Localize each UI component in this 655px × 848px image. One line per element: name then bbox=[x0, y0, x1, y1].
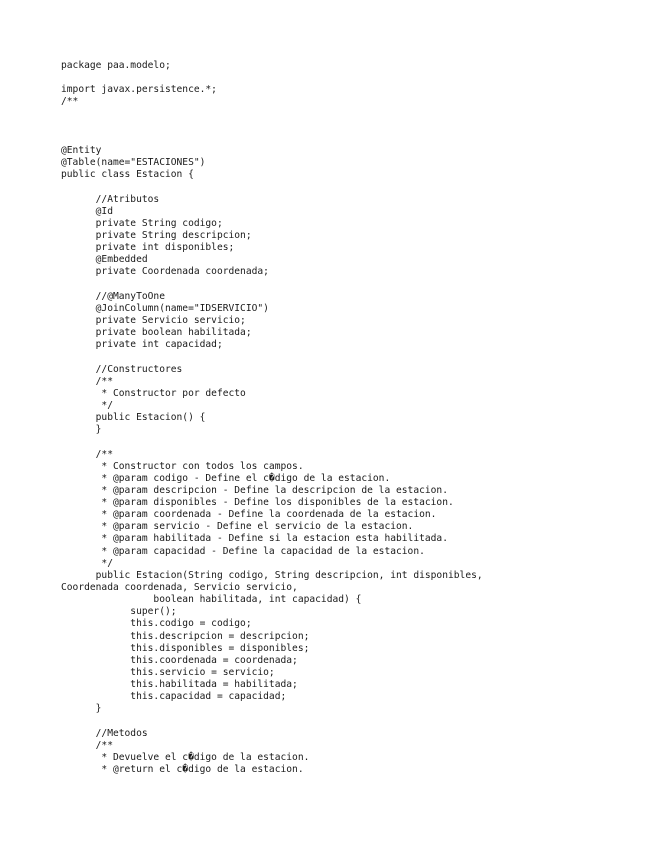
code-line: @Table(name="ESTACIONES") bbox=[61, 157, 206, 169]
code-line: private Servicio servicio; bbox=[61, 314, 246, 326]
code-line: * @param servicio - Define el servicio de la estacion. bbox=[61, 521, 414, 533]
code-line bbox=[61, 121, 651, 133]
code-line: @Id bbox=[61, 205, 113, 217]
code-line: * @param descripcion - Define la descripcion de la estacion. bbox=[61, 484, 448, 496]
code-line bbox=[61, 109, 651, 121]
code-line: super(); bbox=[61, 606, 177, 618]
code-line bbox=[61, 436, 651, 448]
code-line: public class Estacion { bbox=[61, 169, 194, 181]
code-line bbox=[61, 716, 651, 728]
code-line: /** bbox=[61, 375, 113, 387]
code-line: boolean habilitada, int capacidad) { bbox=[61, 594, 362, 606]
code-line: import javax.persistence.*; bbox=[61, 84, 217, 96]
code-line: * @param disponibles - Define los disponibles de la estacion. bbox=[61, 497, 454, 509]
code-line: this.coordenada = coordenada; bbox=[61, 654, 298, 666]
code-line: private boolean habilitada; bbox=[61, 327, 252, 339]
code-line: Coordenada coordenada, Servicio servicio, bbox=[61, 582, 298, 594]
code-line: */ bbox=[61, 557, 113, 569]
code-line: private Coordenada coordenada; bbox=[61, 266, 269, 278]
code-line: //@ManyToOne bbox=[61, 290, 165, 302]
code-line: * Constructor por defecto bbox=[61, 387, 246, 399]
code-line: this.descripcion = descripcion; bbox=[61, 630, 310, 642]
code-line: this.capacidad = capacidad; bbox=[61, 691, 287, 703]
code-line: //Atributos bbox=[61, 193, 160, 205]
code-line: * Devuelve el c�digo de la estacion. bbox=[61, 752, 310, 764]
code-listing bbox=[61, 60, 651, 776]
code-line: /** bbox=[61, 739, 113, 751]
code-line: * @param capacidad - Define la capacidad de la estacion. bbox=[61, 545, 425, 557]
code-line: /** bbox=[61, 96, 79, 108]
code-line: public Estacion(String codigo, String descripcion, int disponibles, bbox=[61, 569, 483, 581]
code-line: */ bbox=[61, 399, 113, 411]
code-line: @Embedded bbox=[61, 254, 148, 266]
code-line: public Estacion() { bbox=[61, 412, 206, 424]
code-line: package paa.modelo; bbox=[61, 60, 171, 71]
code-line: * @param habilitada - Define si la estacion esta habilitada. bbox=[61, 533, 448, 545]
code-line: this.habilitada = habilitada; bbox=[61, 679, 298, 691]
code-line: private String descripcion; bbox=[61, 229, 252, 241]
code-line bbox=[61, 72, 651, 84]
code-line: this.codigo = codigo; bbox=[61, 618, 252, 630]
code-line: * Constructor con todos los campos. bbox=[61, 460, 304, 472]
code-line: * @param coordenada - Define la coordenada de la estacion. bbox=[61, 509, 437, 521]
code-line bbox=[61, 133, 651, 145]
code-line: /** bbox=[61, 448, 113, 460]
code-line: * @param codigo - Define el c�digo de la estacion. bbox=[61, 472, 391, 484]
code-line: //Metodos bbox=[61, 727, 148, 739]
code-line: @JoinColumn(name="IDSERVICIO") bbox=[61, 302, 269, 314]
code-line bbox=[61, 351, 651, 363]
code-line: } bbox=[61, 703, 102, 715]
code-line bbox=[61, 181, 651, 193]
code-line: //Constructores bbox=[61, 363, 183, 375]
code-line: this.servicio = servicio; bbox=[61, 667, 275, 679]
code-line: } bbox=[61, 424, 102, 436]
code-line: this.disponibles = disponibles; bbox=[61, 642, 310, 654]
code-line: private String codigo; bbox=[61, 217, 223, 229]
code-line: private int disponibles; bbox=[61, 242, 235, 254]
code-line: * @return el c�digo de la estacion. bbox=[61, 764, 304, 776]
code-line: private int capacidad; bbox=[61, 339, 223, 351]
code-line: @Entity bbox=[61, 144, 102, 156]
code-line bbox=[61, 279, 651, 291]
